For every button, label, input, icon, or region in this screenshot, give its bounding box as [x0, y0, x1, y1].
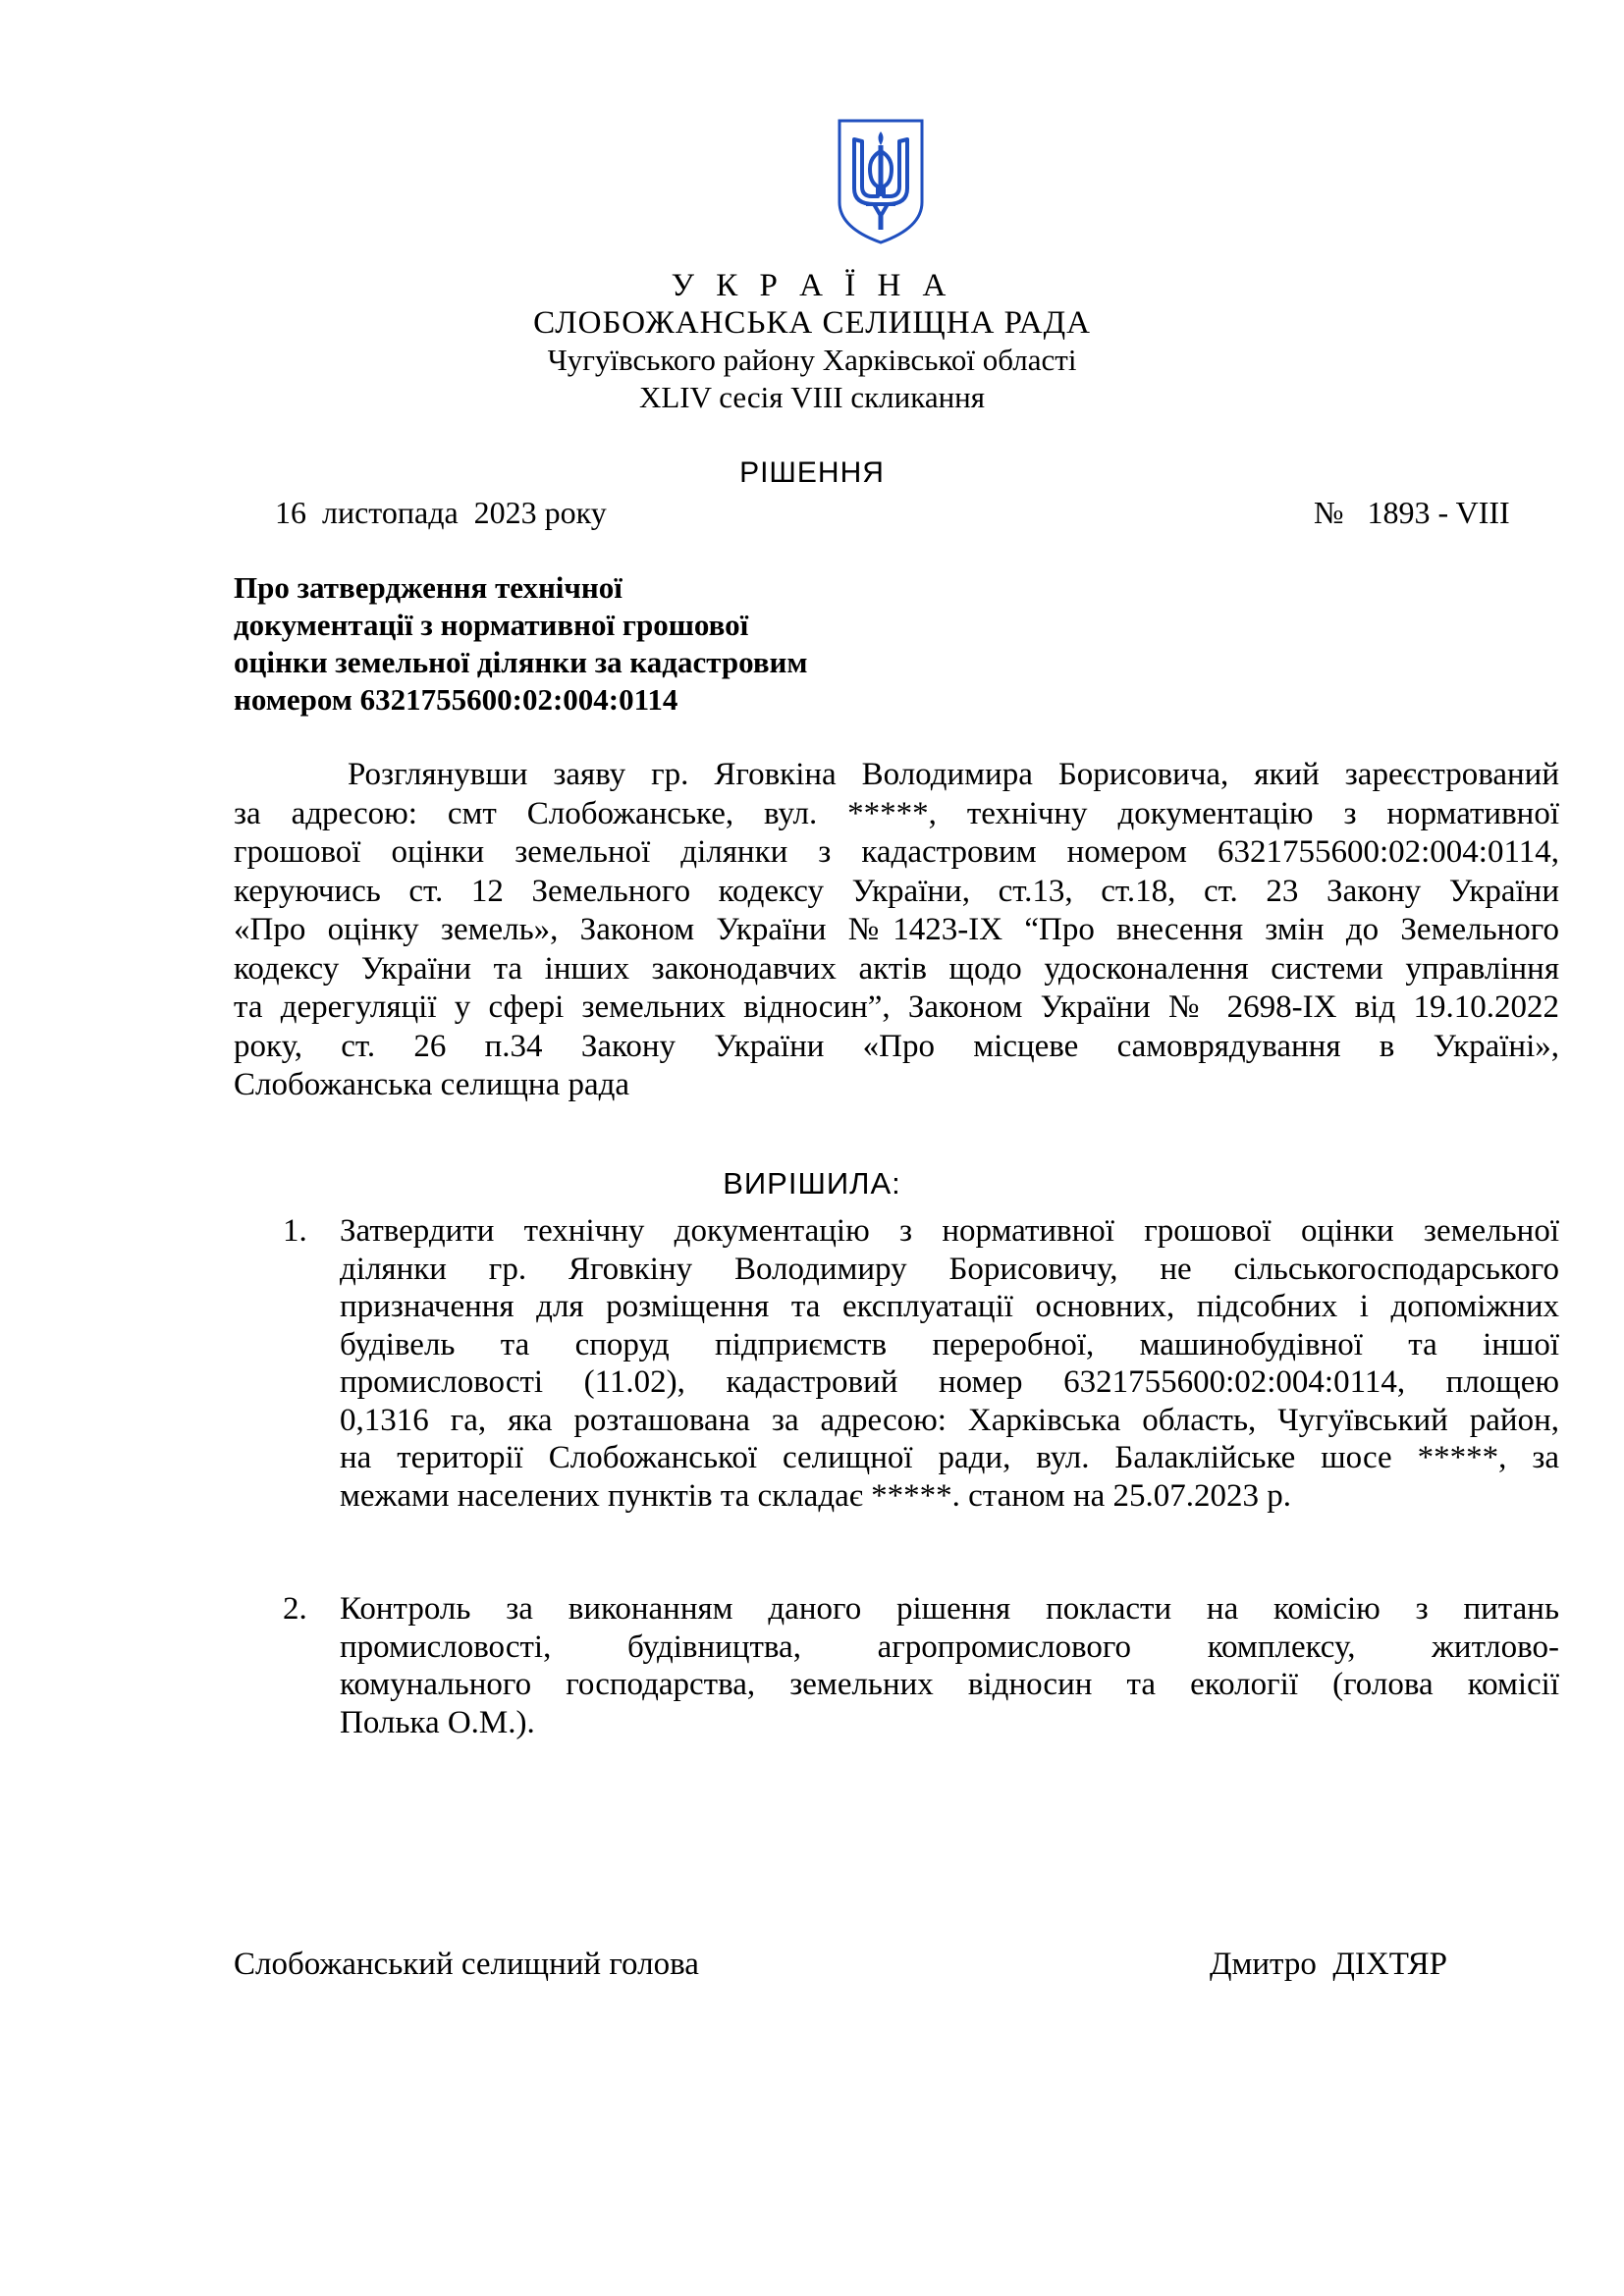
decision-item — [283, 1590, 1559, 1757]
item-line: межами населених пунктів та складає *****. станом на 25.07.2023 р. — [340, 1477, 1292, 1514]
signatory-title: Слобожанський селищний голова — [234, 1947, 699, 1982]
item-line: комунального господарства, земельних відносин та екології (голова комісії — [340, 1667, 1559, 1702]
preamble-line: грошової оцінки земельної ділянки з кадастровим номером 6321755600:02:004:0114, — [234, 834, 1559, 870]
item-text — [340, 1590, 1559, 1741]
item-text — [340, 1212, 1559, 1515]
item-line: Затвердити технічну документацію з нормативної грошової оцінки земельної — [340, 1213, 1559, 1249]
item-line: промисловості, будівництва, агропромислового комплексу, житлово- — [340, 1629, 1559, 1665]
preamble-line: кодексу України та інших законодавчих актів щодо удосконалення системи управління — [234, 950, 1559, 987]
item-line: Полька О.М.). — [340, 1704, 535, 1740]
subject-line: документації з нормативної грошової — [234, 608, 749, 642]
item-line: будівель та споруд підприємств переробної, машинобудівної та іншої — [340, 1326, 1559, 1362]
item-line: 0,1316 га, яка розташована за адресою: Харківська область, Чугуївський район, — [340, 1402, 1559, 1438]
country-title: У К Р А Ї Н А — [671, 268, 953, 303]
council-title: СЛОБОЖАНСЬКА СЕЛИЩНА РАДА — [533, 305, 1091, 341]
decision-item — [283, 1212, 1559, 1526]
document-type: РІШЕННЯ — [739, 456, 885, 489]
subject-line: номером 6321755600:02:004:0114 — [234, 682, 678, 717]
signatory-name: Дмитро ДІХТЯР — [1210, 1947, 1447, 1982]
item-line: на території Слобожанської селищної ради, вул. Балаклійське шосе *****, за — [340, 1440, 1559, 1475]
preamble-line: керуючись ст. 12 Земельного кодексу України, ст.13, ст.18, ст. 23 Закону України — [234, 873, 1559, 909]
preamble-line: «Про оцінку земель», Законом України №1423-IX “Про внесення змін до Земельного — [234, 912, 1559, 947]
item-number: 1. — [283, 1213, 307, 1249]
item-line: призначення для розміщення та експлуатації основних, підсобних і допоміжних — [340, 1289, 1559, 1324]
preamble-paragraph — [234, 756, 1559, 1105]
decision-heading: ВИРІШИЛА: — [723, 1166, 901, 1201]
preamble-line: року, ст. 26 п.34 Закону України «Про місцеве самоврядування в Україні», — [234, 1028, 1559, 1064]
district-line: Чугуївського району Харківської області — [547, 343, 1077, 377]
preamble-line: за адресою: смт Слобожанське, вул. *****, технічну документацію з нормативної — [234, 795, 1559, 831]
decision-date: 16 листопада 2023 року — [275, 495, 607, 530]
preamble-line: Розглянувши заяву гр. Яговкіна Володимира Борисовича, який зареєстрований — [348, 757, 1559, 792]
item-number: 2. — [283, 1591, 307, 1627]
item-line: промисловості (11.02), кадастровий номер 6321755600:02:004:0114, площею — [340, 1364, 1559, 1400]
decision-number: № 1893 - VIII — [1314, 495, 1510, 530]
preamble-line: Слобожанська селищна рада — [234, 1067, 630, 1102]
subject-line: оцінки земельної ділянки за кадастровим — [234, 645, 808, 679]
ukraine-coat-of-arms-icon — [837, 118, 925, 245]
decision-subject — [234, 569, 941, 719]
subject-line: Про затвердження технічної — [234, 570, 623, 605]
item-line: Контроль за виконанням даного рішення покласти на комісію з питань — [340, 1591, 1559, 1627]
session-line: XLIV сесія VIII скликання — [638, 380, 986, 414]
preamble-line: та дерегуляції у сфері земельних відносин”, Законом України № 2698-IX від 19.10.2022 — [234, 989, 1559, 1025]
item-line: ділянки гр. Яговкіну Володимиру Борисовичу, не сільськогосподарського — [340, 1251, 1559, 1287]
